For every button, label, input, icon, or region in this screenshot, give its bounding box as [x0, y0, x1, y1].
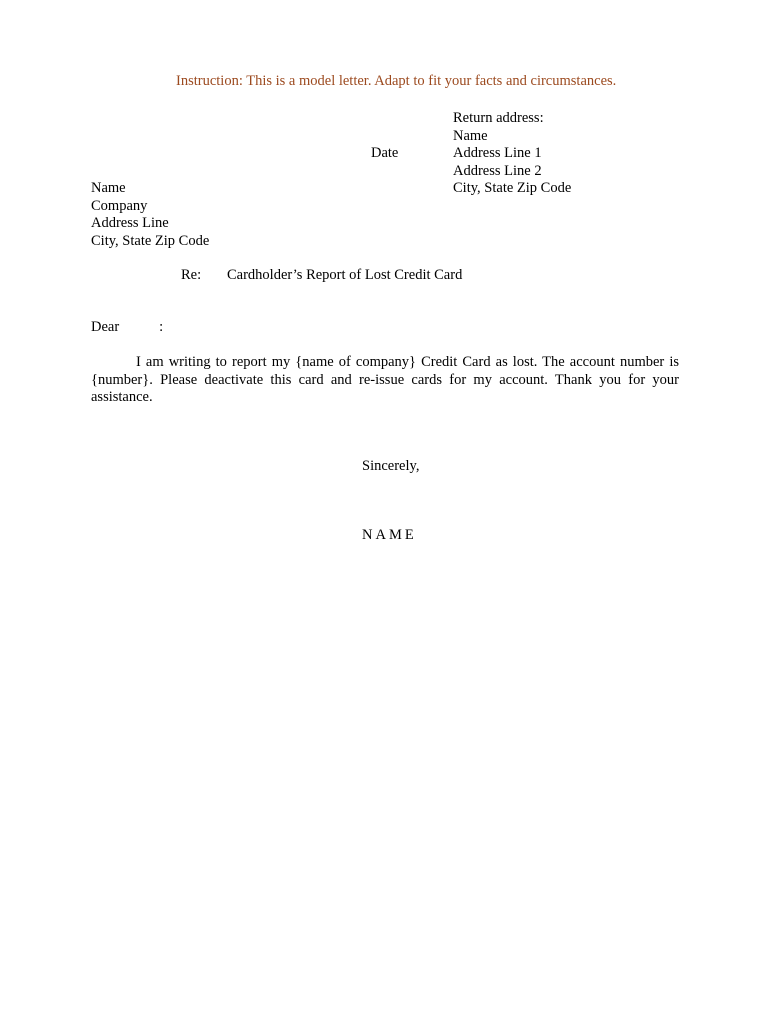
- recipient-address-block: [91, 180, 209, 250]
- recipient-company: Company: [91, 197, 148, 214]
- salutation-colon: :: [159, 319, 164, 335]
- recipient-name: Name: [91, 180, 126, 196]
- instruction-note: Instruction: This is a model letter. Adapt to fit your facts and circumstances.: [176, 73, 617, 89]
- subject-line: Cardholder’s Report of Lost Credit Card: [227, 267, 463, 283]
- signature-name: NAME: [362, 527, 417, 543]
- return-address-heading: Return address:: [453, 110, 544, 126]
- salutation: [91, 319, 163, 337]
- subject-label: Re:: [181, 267, 202, 283]
- return-address-name: Name: [453, 127, 488, 144]
- closing: Sincerely,: [362, 458, 420, 474]
- body-paragraph: I am writing to report my {name of company} Credit Card as lost. The account number is {number}. Please deactivate this card and re-issue cards for my account. Thank you for your assistance.: [91, 354, 679, 405]
- return-address-block: [453, 110, 571, 198]
- return-address-line-1: Address Line 1: [453, 145, 542, 161]
- letter-date: Date: [371, 145, 399, 161]
- salutation-greeting: Dear: [91, 319, 120, 335]
- recipient-address-line: Address Line: [91, 215, 169, 231]
- recipient-city-state-zip: City, State Zip Code: [91, 232, 210, 249]
- return-address-line-2: Address Line 2: [453, 162, 542, 179]
- return-address-city-state-zip: City, State Zip Code: [453, 180, 572, 196]
